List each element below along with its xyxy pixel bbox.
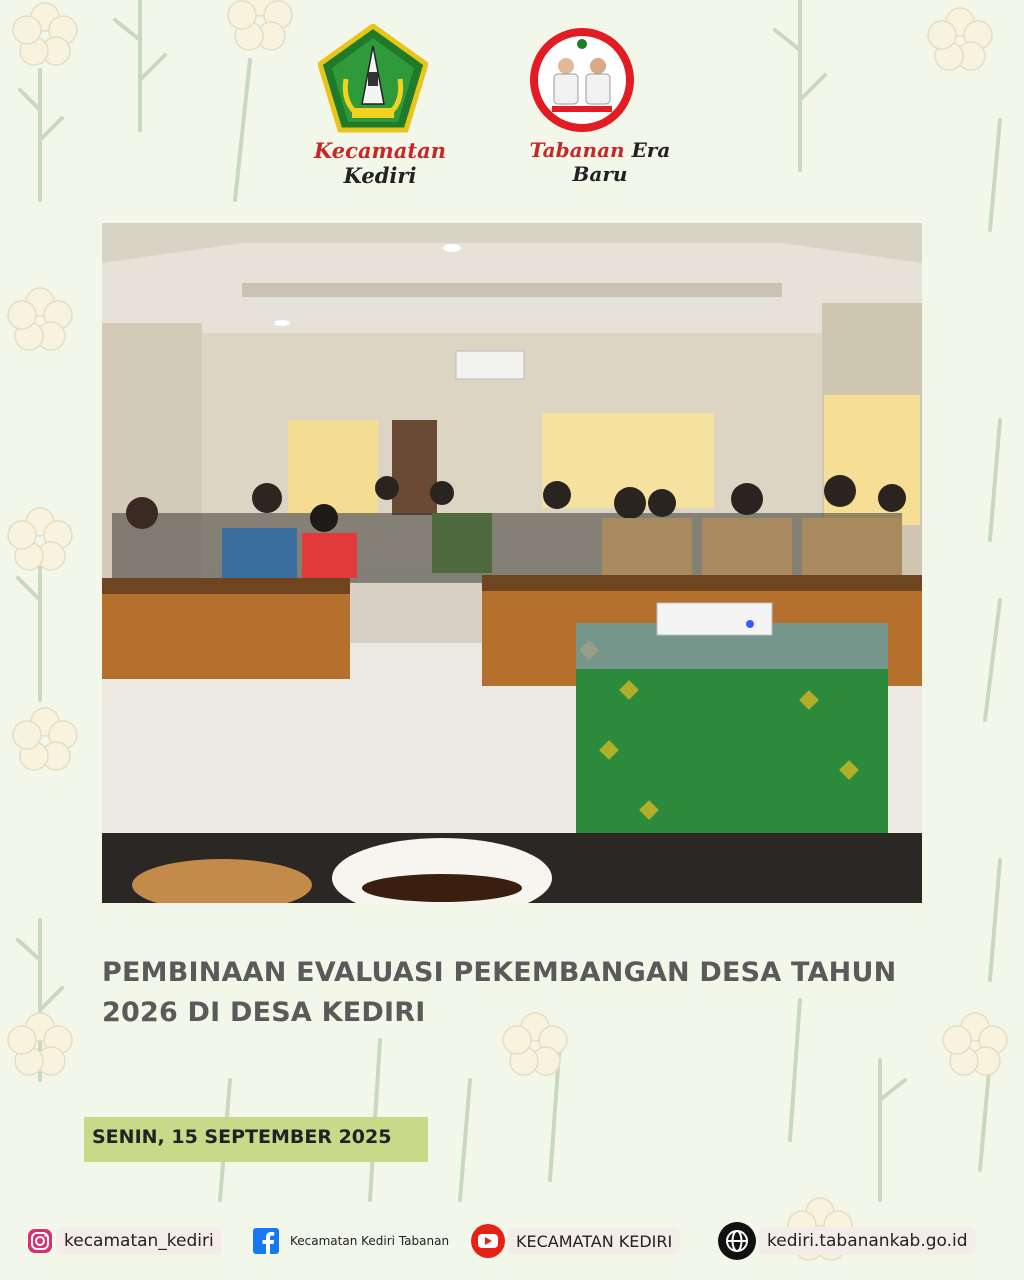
date-banner <box>84 1117 428 1162</box>
instagram-link[interactable] <box>26 1218 222 1264</box>
website-link[interactable] <box>717 1218 976 1264</box>
website-label: kediri.tabanankab.go.id <box>759 1227 976 1255</box>
facebook-label: Kecamatan Kediri Tabanan <box>290 1234 450 1248</box>
youtube-icon <box>470 1223 506 1259</box>
caption-kecamatan-word: Kecamatan <box>314 138 446 163</box>
page-title <box>102 953 932 1033</box>
caption-tabanan-word: Tabanan <box>529 138 625 162</box>
facebook-icon <box>252 1227 280 1255</box>
facebook-link[interactable] <box>252 1218 457 1264</box>
instagram-label: kecamatan_kediri <box>56 1227 222 1255</box>
title-line-1: PEMBINAAN EVALUASI PEKEMBANGAN DESA TAHUN <box>102 957 897 988</box>
caption-era-baru-word: Era Baru <box>572 138 671 186</box>
youtube-link[interactable] <box>470 1218 680 1264</box>
header-logos <box>0 0 1024 188</box>
youtube-label: KECAMATAN KEDIRI <box>508 1228 680 1255</box>
meeting-room-participants-photo <box>102 223 922 903</box>
caption-kediri-word: Kediri <box>343 163 417 188</box>
social-footer <box>0 1218 1024 1264</box>
kecamatan-kediri-caption <box>280 138 480 188</box>
kabupaten-tabanan-crest-icon <box>318 24 428 134</box>
title-line-2: 2026 DI DESA KEDIRI <box>102 997 426 1028</box>
date-text: SENIN, 15 SEPTEMBER 2025 <box>92 1126 392 1148</box>
globe-icon <box>717 1221 757 1261</box>
tabanan-era-baru-leaders-badge-icon <box>528 26 636 134</box>
instagram-icon <box>26 1227 54 1255</box>
tabanan-era-baru-caption <box>505 138 695 186</box>
